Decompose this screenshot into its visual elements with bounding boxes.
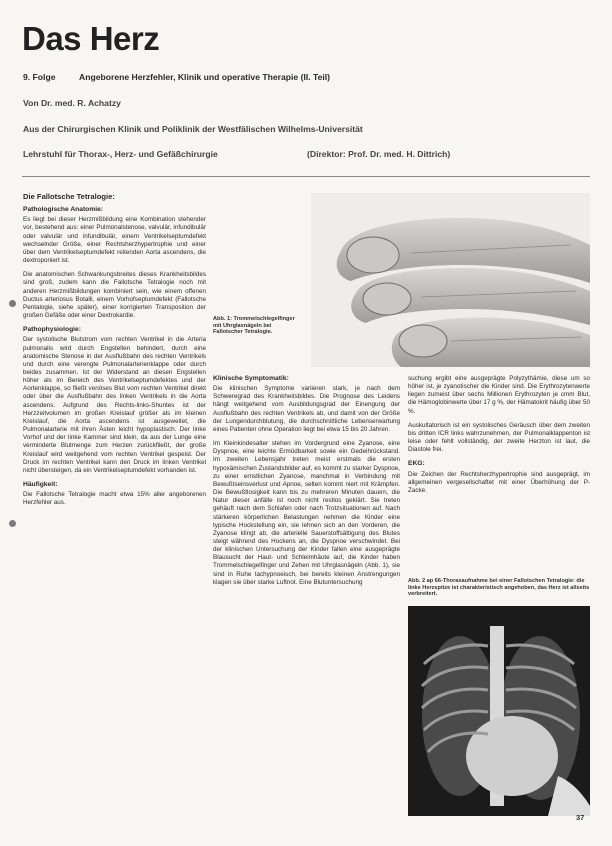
paragraph: Die Zeichen der Rechtsherzhypertrophie sind ausgeprägt, im allgemeinen vergesellschaftet mit einer Überhöhung der P-Zacke.: [408, 470, 590, 494]
series-title: Angeborene Herzfehler, Klinik und operative Therapie (II. Teil): [79, 72, 331, 82]
subheading-frequency: Häufigkeit:: [23, 481, 58, 488]
chair-line: Lehrstuhl für Thorax-, Herz- und Gefäßchirurgie: [23, 149, 218, 159]
paragraph: Die klinischen Symptome variieren stark, je nach dem Schweregrad des Krankheitsbildes. Die Prognose des Leidens hängt weitgehend vom Ausbildungsgrad der Einengung der Ausflußbahn des rechten Ventrikels ab, und damit von der Größe der Lungendurchblutung, die durchschnittliche Lebenserwartung eines Patienten ohne Operation liegt bei etwa 15 bis 20 Jahren.: [213, 385, 400, 433]
section-heading: Die Fallotsche Tetralogie:: [23, 192, 115, 201]
header-divider: [22, 176, 590, 177]
figure-1-photo: [311, 193, 590, 367]
chest-xray-illustration: [408, 606, 590, 816]
fingers-illustration: [311, 193, 590, 367]
institution-line: Aus der Chirurgischen Klinik und Poliklinik der Westfälischen Wilhelms-Universität: [23, 124, 363, 134]
paragraph: Es liegt bei dieser Herzmißbildung eine Kombination stehender vor, bestehend aus: einer Pulmonalstenose, valvulär, infundibulär oder valvulär und infundibulär, einem Ventrikelseptumdefekt wechselnder Größe, einer Rechtsherzhypertrophie und einer über dem Ventrikelseptumdefekt reitenden Aorta ascendens, die dextroponiert ist.: [23, 216, 206, 265]
subheading-ekg: EKG:: [408, 460, 425, 468]
column-middle: [213, 375, 400, 593]
page-title: Das Herz: [22, 20, 160, 57]
series-number: 9. Folge: [23, 72, 56, 82]
subheading-pathophysiology: Pathophysiologie:: [23, 326, 81, 334]
director-line: (Direktor: Prof. Dr. med. H. Dittrich): [307, 149, 451, 159]
punch-hole-mark: [9, 520, 16, 527]
paragraph: Die Fallotsche Tetralogie macht etwa 15% aller angeborenen Herzfehler aus.: [23, 491, 206, 507]
punch-hole-mark: [9, 300, 16, 307]
author-line: Von Dr. med. R. Achatzy: [23, 98, 121, 108]
page-number: 37: [576, 813, 585, 822]
paragraph: suchung ergibt eine ausgeprägte Polyzythämie, diese um so höher ist, je zyanotischer die Kinder sind. Die Erythrozytenwerte liegen zumeist über sechs Millionen Erythrozyten je cmm Blut, die Hämoglobinwerte über 17 g %, der Hämatokrit häufig über 50 %.: [408, 375, 590, 415]
figure-1-caption: Abb. 1: Trommelschlegelfinger mit Uhrglasnägeln bei Fallotscher Tetralogie.: [213, 316, 295, 336]
subheading-symptoms: Klinische Symptomatik:: [213, 375, 289, 382]
paragraph: Die anatomischen Schwankungsbreites dieses Krankheitsbildes sind groß, zudem kann die Fallotsche Tetralogie noch mit anderen Herzmißbildungen kombiniert sein, wie einem offenen Ductus arteriosus Botalli, einem Vorhofseptumdefekt (Fallotsche Pentalogie, siehe später), einer korrigierten Transposition der großen Gefäße oder einer Dextrokardie.: [23, 271, 206, 320]
column-right: [408, 375, 590, 501]
paragraph: Auskultatorisch ist ein systolisches Geräusch über dem zweiten bis dritten ICR links wahrzunehmen, der Pulmonalklappenton ist leise oder fehlt vollständig, der zweite Herzton ist laut, die Diastole frei.: [408, 421, 590, 454]
figure-2-caption: Abb. 2 ap 66-Thoraxaufnahme bei einer Fallotschen Tetralogie: die linke Herzspitze ist charakteristisch angehoben, das Herz ist allseits verbreitert.: [408, 578, 590, 598]
paragraph: Der systolische Blutstrom vom rechten Ventrikel in die Arteria pulmonalis wird durch Engstellen behindert, durch eine anatomische Stenose in der Ausflußbahn des rechten Ventrikels und durch eine verengte Pulmonalarterienklappe oder durch beides zusammen. Ist der Widerstand an diesen Engstellen höher als im Bereich des Ventrikelseptumdefektes und der Aortenklappe, so fließt venöses Blut vom rechten Ventrikel direkt oder über die Ausflußbahn des linken Ventrikels in die Aorta ascendens. Aufgrund des Rechts-links-Shuntes ist der Herzzeitvolumen im großen Kreislauf größer als im kleinen Kreislauf, die Aorta ascendens ist ausgeweitet, die Pulmonalarterie mit ihren Ästen leicht hypoplastisch. Der linke Vorhof und der linke Kammer sind klein, da aus der Lunge eine verminderte Blutmenge zum Herzen zurückfließt, der große Kreislauf wird weitgehend vom rechten Ventrikel gespeist. Der Druck im rechten Ventrikel kann den Druck im linken Ventrikel nicht übersteigen, da ein Ventrikelseptumdefekt vorhanden ist.: [23, 336, 206, 474]
paragraph: Im Kleinkindesalter stehen im Vordergrund eine Zyanose, eine Dyspnoe, eine leichte Ermüdbarkeit sowie ein Gedeihrückstand. Im zweiten Lebensjahr treten meist erstmals die ersten hypoxämischen Zustandsbilder auf, es kommt zu starker Dyspnoe, zu einer ernstlichen Zyanose, manchmal in Verbindung mit Bewußtseinsverlust und Apnoe, selten kommt niert mit Krämpfen. Die Bewußtlosigkeit kann bis zu mehreren Minuten dauern, die Natur dieser anfälle ist noch nicht restlos geklärt. Sie treten gehäuft nach dem Schlafen oder nach Trotzsituationen auf. Nach stärkeren körperlichen Belastungen nehmen die Kinder eine typische Hockstellung ein, sie lehnen sich an den Vorderen, die Zyanose klingt ab, die arterielle Sauerstoffsättigung des Blutes steigt während des Hockens an, die Dyspnoe verschwindet. Bei der klinischen Untersuchung der Kinder fallen eine ausgeprägte Blausucht der Haut- und Schleimhäute auf, die Kinder haben Trommelschlegelfinger und Zehen mit Uhrglasnägeln (Abb. 1), sie sind in Ruhe tachypnoeisch, bei bereits kleinen Anstrengungen klagen sie über starke Luftnot. Eine Blutuntersuchung: [213, 440, 400, 586]
subheading-anatomy: Pathologische Anatomie:: [23, 206, 104, 214]
figure-2-xray: [408, 606, 590, 816]
column-left: [23, 193, 206, 513]
series-line: [23, 72, 330, 82]
